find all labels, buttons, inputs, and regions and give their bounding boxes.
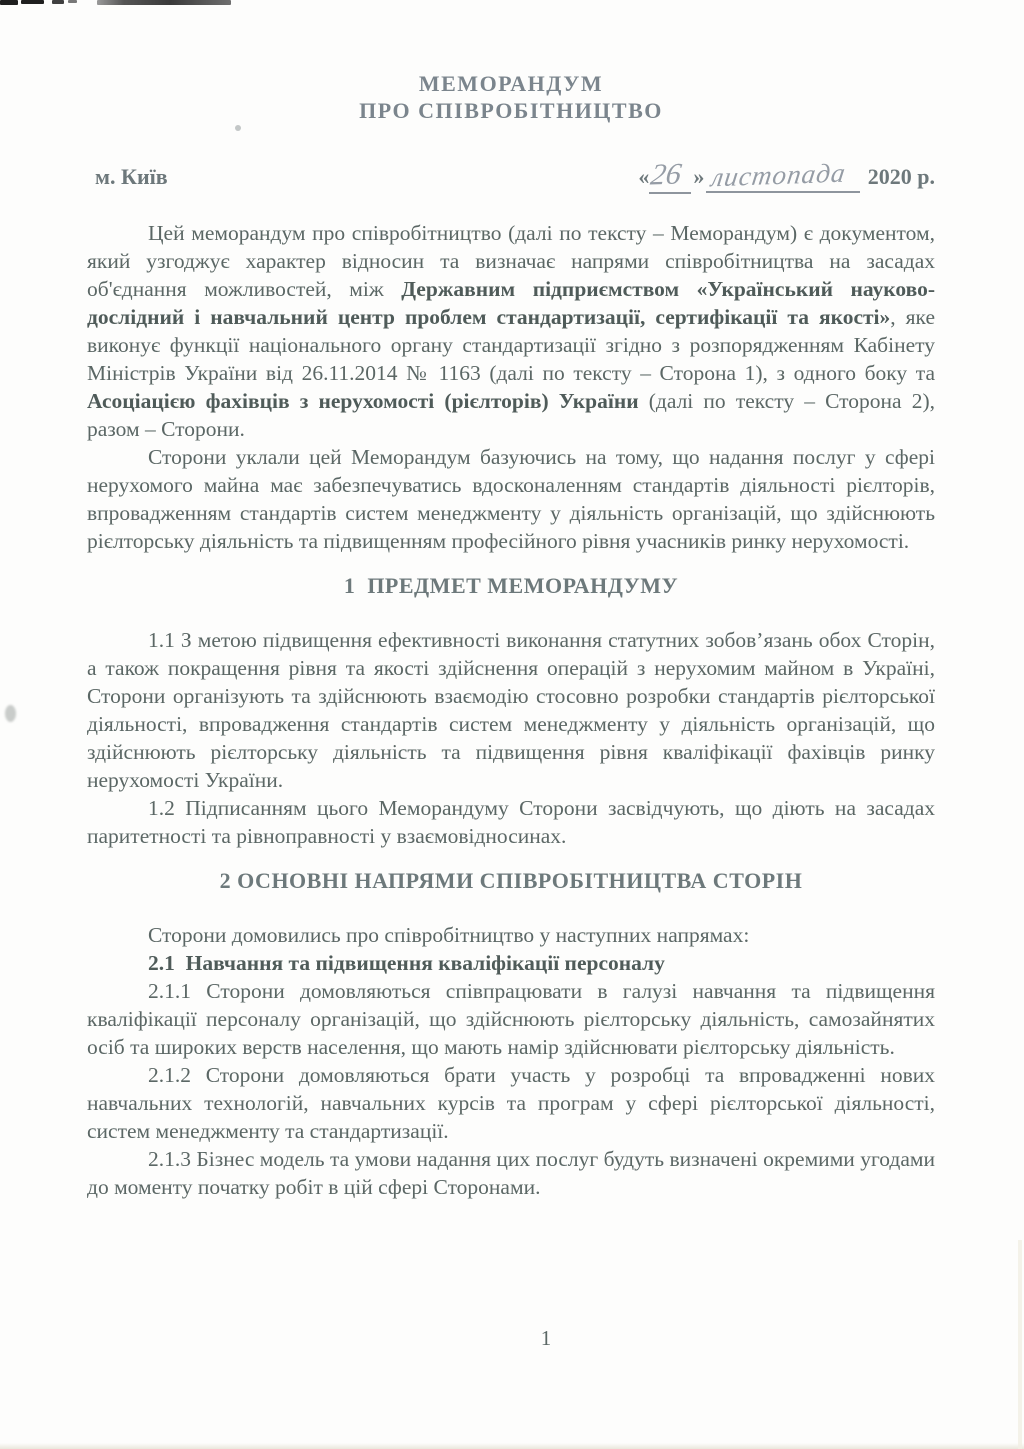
date-month-underline (706, 157, 859, 193)
date-day-handwritten: 26 (648, 157, 684, 192)
toner-mark-artifact (0, 0, 18, 5)
speck-artifact (235, 125, 241, 131)
paragraph-1-2 (87, 794, 935, 850)
document-title (87, 70, 935, 124)
document-body (87, 219, 935, 1201)
place-and-date-line (87, 157, 935, 194)
toner-bar-artifact (97, 0, 231, 5)
paper-bottom-edge (0, 1443, 1024, 1449)
text-run: , яке виконує функції національного органу стандартизації згідно з розпорядженням Кабінету Міністрів України від 26.11.2014 № 1163 (далі по тексту – Сторона 1), з одного боку та (87, 305, 935, 385)
text-run: Сторони домовились про співробітництво у наступних напрямах: (148, 923, 750, 947)
paragraph-2-1-3 (87, 1145, 935, 1201)
paragraph-preamble (87, 219, 935, 443)
date-close-quote: » (693, 164, 705, 189)
text-run: (далі по тексту – Сторона 2), разом – Сторони. (87, 389, 935, 441)
toner-mark-artifact (52, 0, 64, 4)
heading-section-1: 1 ПРЕДМЕТ МЕМОРАНДУМУ (343, 573, 679, 598)
text-run: 2.1.3 Бізнес модель та умови надання цих послуг будуть визначені окремими угодами до моменту початку робіт в цій сфері Сторонами. (87, 1147, 935, 1199)
text-run: Цей меморандум про співробітництво (далі по тексту – Меморандум) є документом, який узгоджує характер відносин та визначає напрями співробітництва на засадах об'єднання можливостей, між (87, 221, 935, 301)
place-label: м. Київ (95, 164, 168, 189)
heading-section-2: 2 ОСНОВНІ НАПРЯМИ СПІВРОБІТНИЦТВА СТОРІН (219, 868, 803, 893)
bold-text-run: Державним підприємством «Український науково-дослідний і навчальний центр проблем стандартизації, сертифікації та якості» (87, 277, 935, 329)
document-title-line1: МЕМОРАНДУМ (418, 71, 604, 96)
paragraph-1-1 (87, 626, 935, 794)
text-run: 1.1 З метою підвищення ефективності виконання статутних зобов’язань обох Сторін, а також покращення рівня та якості здійснення операцій з нерухомим майном в Україні, Сторони організують та здійснюють взаємодію стосовно розробки стандартів рієлторської діяльності, впровадження стандартів систем менеджменту у діяльність організацій, що здійснюють рієлторську діяльність та підвищення рівня кваліфікації фахівців ринку нерухомості України. (87, 628, 935, 792)
page-number: 1 (540, 1326, 552, 1350)
paragraph-2-1-2 (87, 1061, 935, 1145)
toner-mark-artifact (68, 0, 77, 3)
text-run: Сторони уклали цей Меморандум базуючись на тому, що надання послуг у сфері нерухомого майна має забезпечуватись вдосконаленням стандартів діяльності рієлторів, впровадженням стандартів систем менеджменту у діяльність організацій, що здійснюють рієлторську діяльність та підвищенням професійного рівня учасників ринку нерухомості. (87, 445, 935, 553)
paragraph-2-1-subheading (87, 949, 935, 977)
text-run: 2.1.2 Сторони домовляються брати участь у розробці та впровадженні нових навчальних технологій, навчальних курсів та програм у сфері рієлторської діяльності, систем менеджменту та стандартизації. (87, 1063, 935, 1143)
document-content (0, 70, 1024, 1201)
text-run: 2.1.1 Сторони домовляються співпрацювати в галузі навчання та підвищення кваліфікації персоналу організацій, що здійснюють рієлторську діяльність, самозайнятих осіб та широких верств населення, що мають намір здійснювати рієлторську діяльність. (87, 979, 935, 1059)
date-year: 2020 р. (867, 164, 935, 189)
date-open-quote: « (638, 164, 650, 189)
document-title-line2: ПРО СПІВРОБІТНИЦТВО (359, 98, 663, 123)
date-field (638, 157, 935, 194)
toner-mark-artifact (21, 0, 44, 4)
paragraph-directions-intro (87, 921, 935, 949)
paragraph-basis (87, 443, 935, 555)
date-month-handwritten: листопада (709, 157, 849, 193)
text-run: 1.2 Підписанням цього Меморандуму Сторони засвідчують, що діють на засадах паритетності та рівноправності у взаємовідносинах. (87, 796, 935, 848)
smudge-artifact (5, 705, 16, 722)
bold-text-run: 2.1 Навчання та підвищення кваліфікації персоналу (148, 951, 665, 975)
date-day-underline (648, 157, 691, 194)
bold-text-run: Асоціацією фахівців з нерухомості (рієлторів) України (87, 389, 639, 413)
paragraph-2-1-1 (87, 977, 935, 1061)
